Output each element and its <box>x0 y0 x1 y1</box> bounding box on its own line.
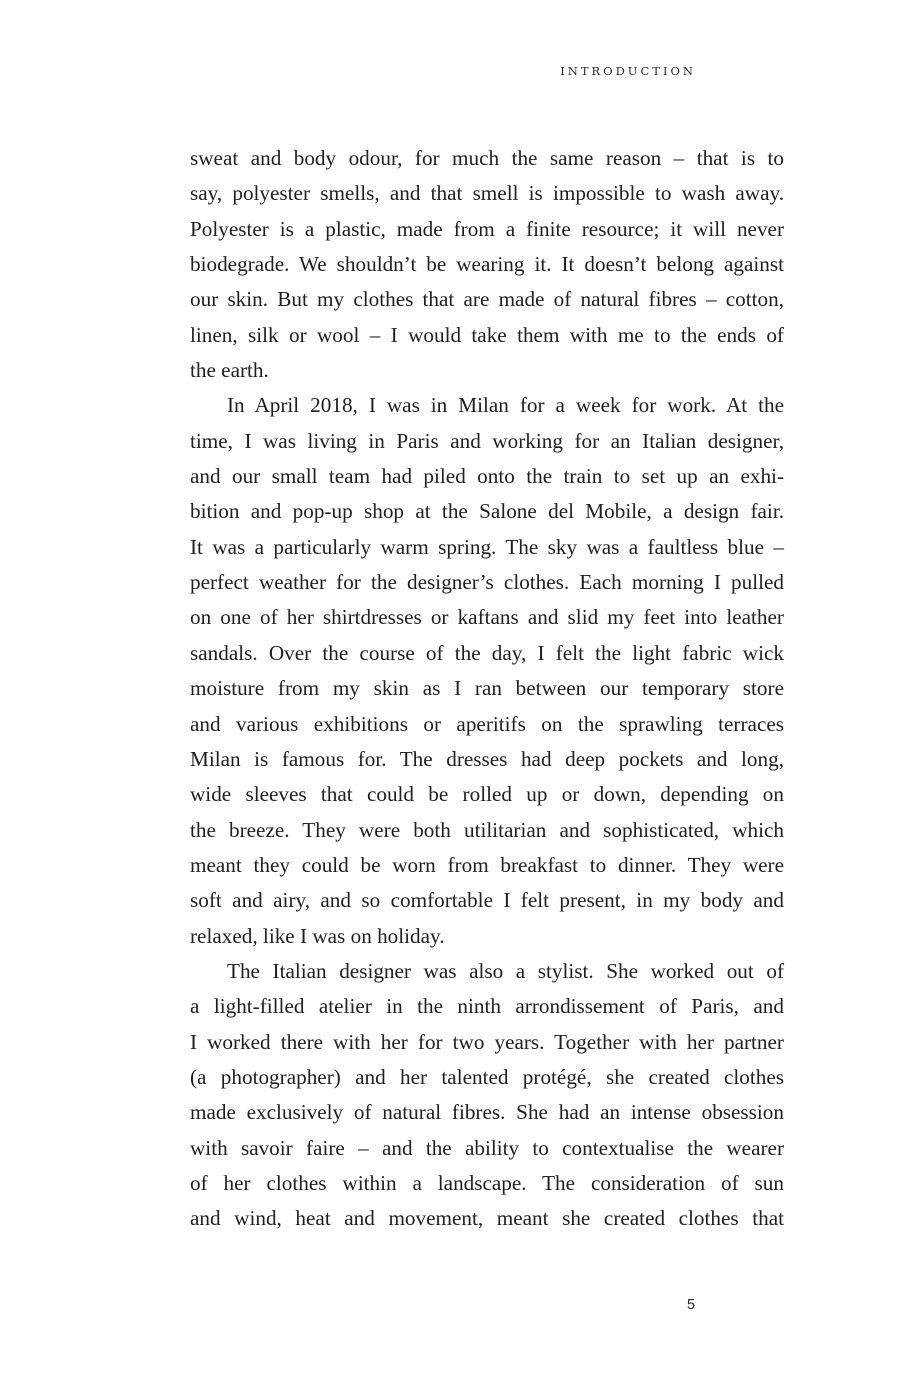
text-line: In April 2018, I was in Milan for a week for work. At the <box>227 393 784 418</box>
text-line: with savoir faire – and the ability to contextualise the wearer <box>190 1135 784 1160</box>
text-line: It was a particularly warm spring. The sky was a faultless blue – <box>190 534 784 559</box>
text-line: the breeze. They were both utilitarian and sophisticated, which <box>190 817 784 842</box>
body-text <box>190 141 784 1237</box>
text-line: say, polyester smells, and that smell is impossible to wash away. <box>190 181 784 206</box>
text-line: of her clothes within a landscape. The consideration of sun <box>190 1170 784 1195</box>
text-line: Milan is famous for. The dresses had deep pockets and long, <box>190 746 784 771</box>
text-line: The Italian designer was also a stylist. She worked out of <box>227 958 784 983</box>
text-line: and various exhibitions or aperitifs on the sprawling terraces <box>190 711 784 736</box>
text-line: linen, silk or wool – I would take them with me to the ends of <box>190 322 784 347</box>
text-line: on one of her shirtdresses or kaftans and slid my feet into leather <box>190 605 784 630</box>
text-line: wide sleeves that could be rolled up or down, depending on <box>190 782 784 807</box>
text-line: our skin. But my clothes that are made of natural fibres – cotton, <box>190 287 784 312</box>
text-line: time, I was living in Paris and working for an Italian designer, <box>190 428 784 453</box>
text-line: a light-filled atelier in the ninth arrondissement of Paris, and <box>190 994 784 1019</box>
text-line: moisture from my skin as I ran between our temporary store <box>190 676 784 701</box>
paragraph-2 <box>190 388 784 954</box>
text-line: I worked there with her for two years. Together with her partner <box>190 1029 784 1054</box>
text-line: perfect weather for the designer’s clothes. Each morning I pulled <box>190 570 784 595</box>
paragraph-1 <box>190 141 784 388</box>
text-line: soft and airy, and so comfortable I felt present, in my body and <box>190 888 784 913</box>
text-line: Polyester is a plastic, made from a finite resource; it will never <box>190 216 784 241</box>
text-line: (a photographer) and her talented protégé, she created clothes <box>190 1064 784 1089</box>
text-line: meant they could be worn from breakfast to dinner. They were <box>190 852 784 877</box>
text-line: the earth. <box>190 358 269 383</box>
text-line: and wind, heat and movement, meant she created clothes that <box>190 1206 784 1231</box>
text-line: sandals. Over the course of the day, I felt the light fabric wick <box>190 640 784 665</box>
text-line: sweat and body odour, for much the same reason – that is to <box>190 146 784 170</box>
text-line: made exclusively of natural fibres. She had an intense obsession <box>190 1100 784 1125</box>
running-head: INTRODUCTION <box>560 64 696 78</box>
page-number: 5 <box>686 1297 696 1313</box>
text-line: biodegrade. We shouldn’t be wearing it. It doesn’t belong against <box>190 252 784 277</box>
text-line: and our small team had piled onto the train to set up an exhi- <box>190 464 784 489</box>
text-line: bition and pop-up shop at the Salone del Mobile, a design fair. <box>190 499 784 524</box>
paragraph-3 <box>190 954 784 1237</box>
text-line: relaxed, like I was on holiday. <box>190 923 445 948</box>
